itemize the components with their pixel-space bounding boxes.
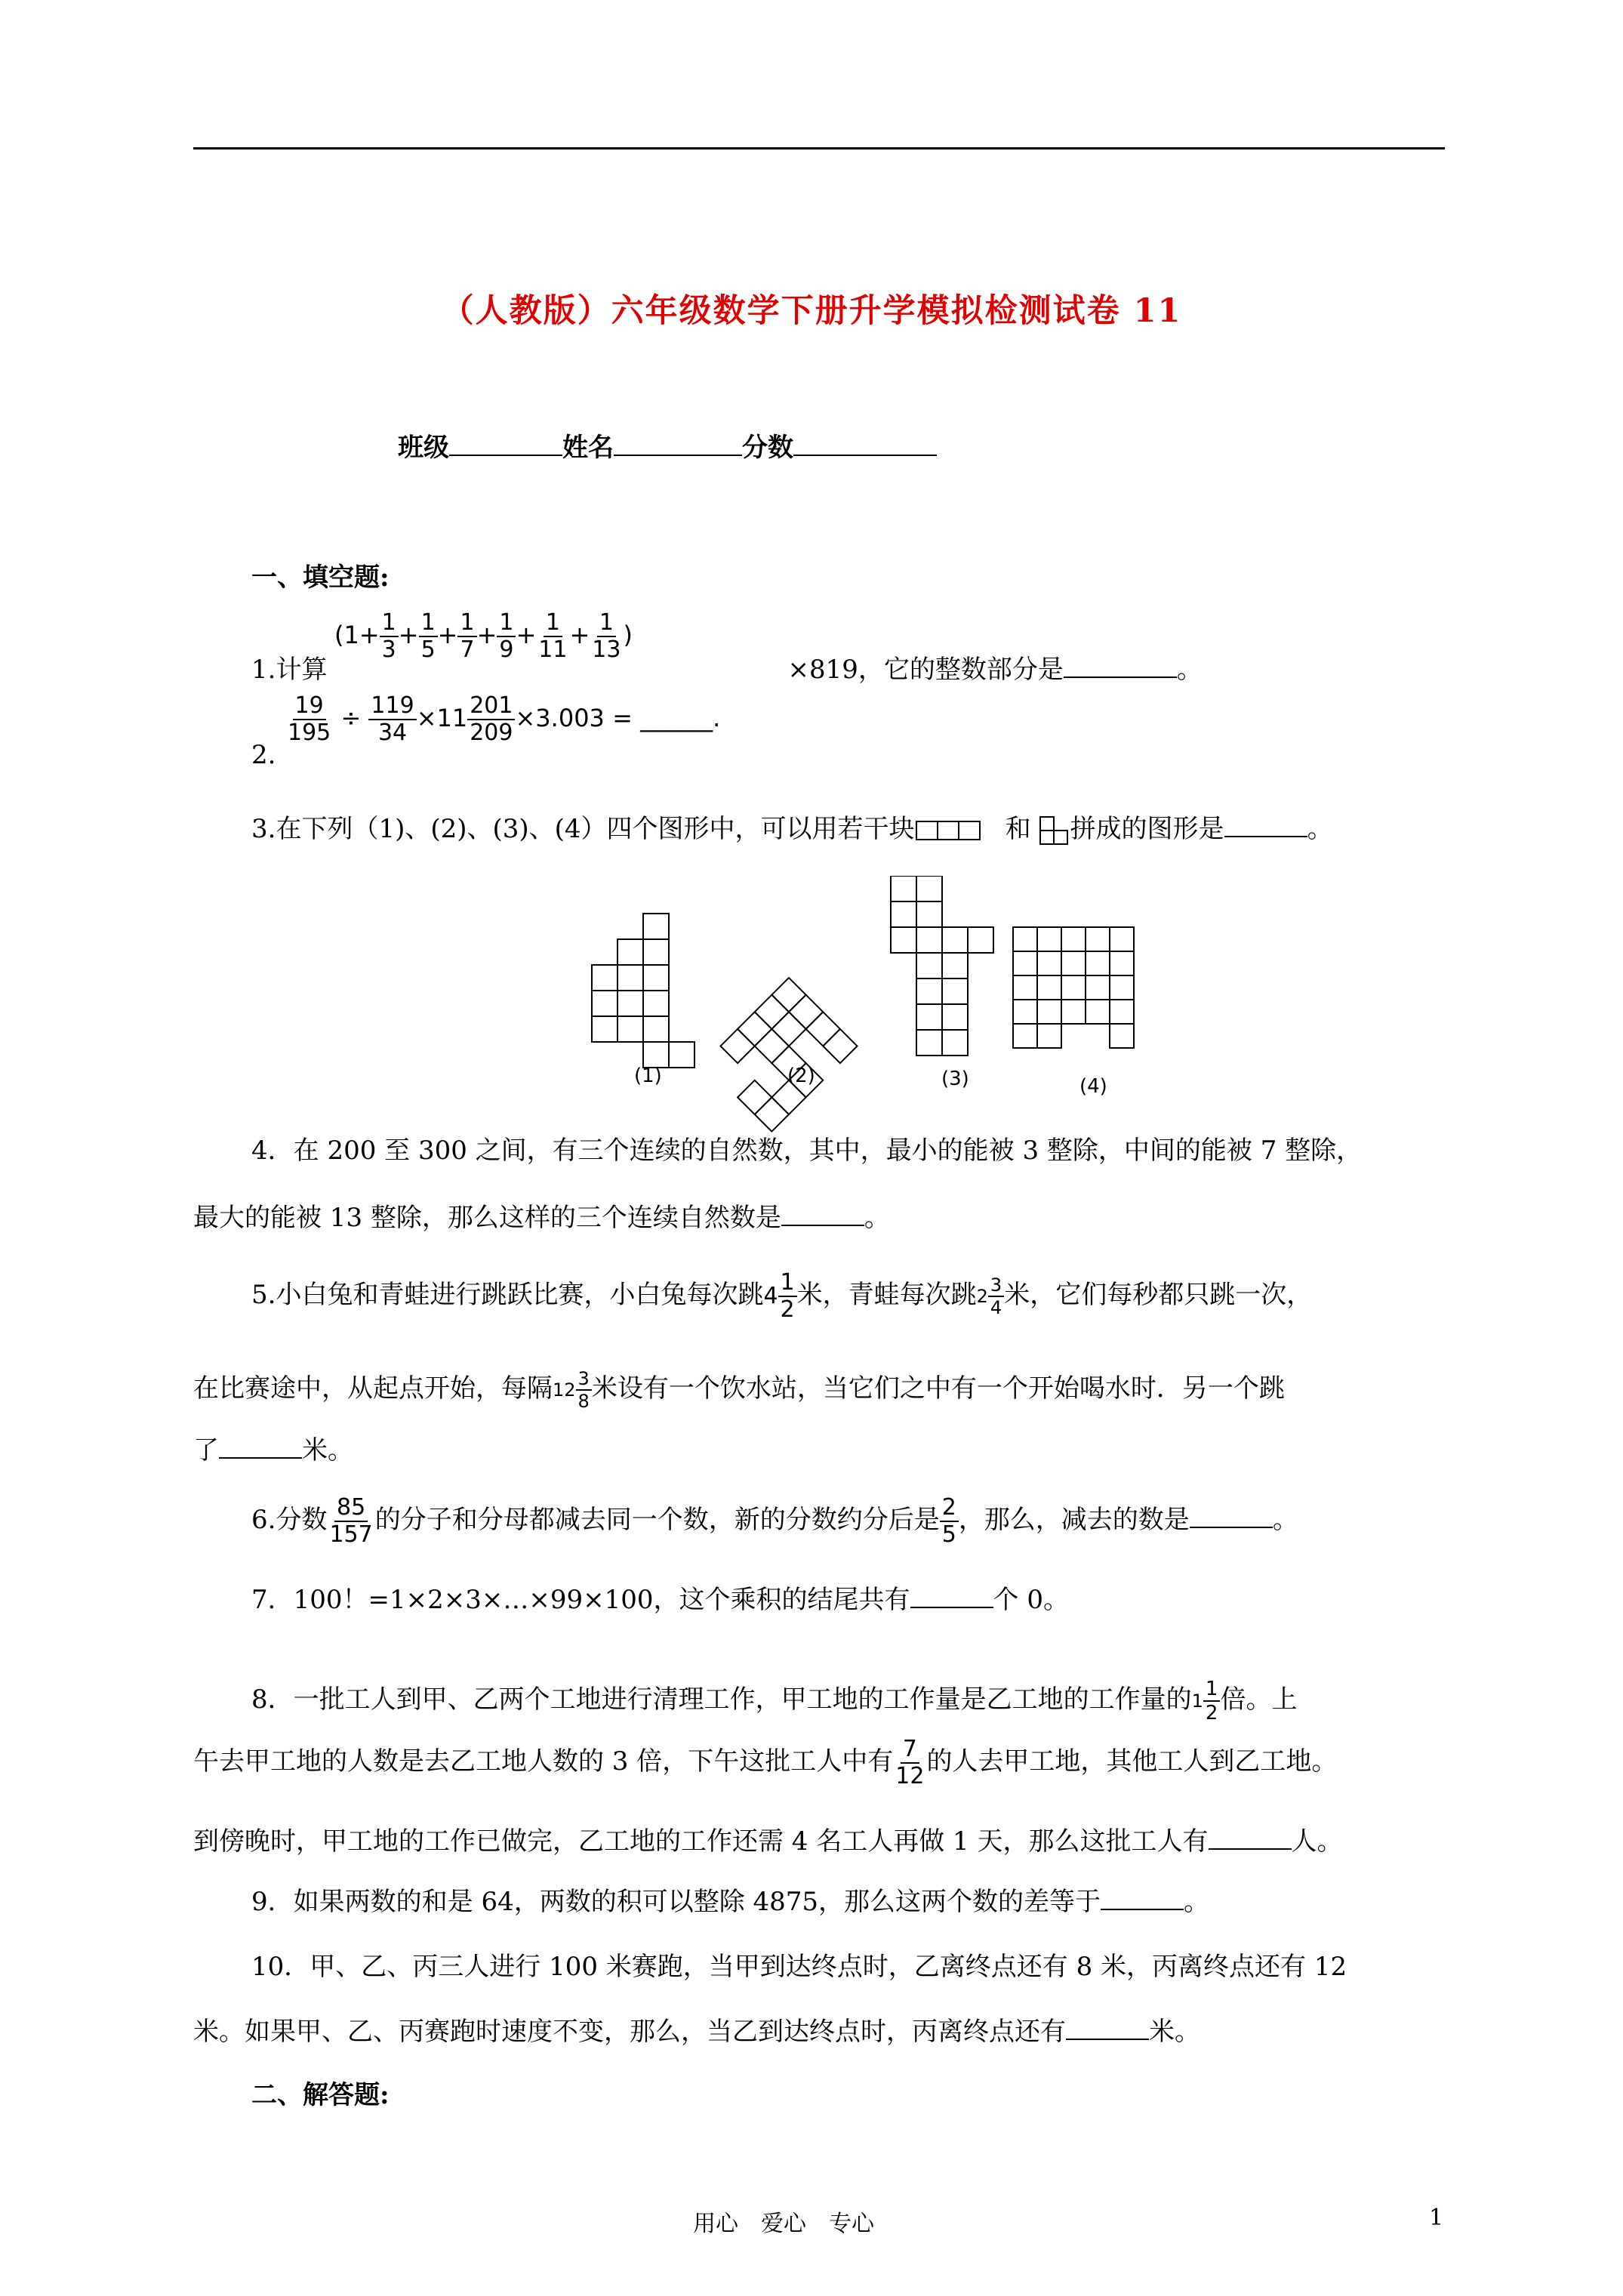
figure-label-2: (2) [787, 1065, 815, 1087]
q4-end: 。 [864, 1203, 890, 1233]
q5-text-c: 米，它们每秒都只跳一次， [1004, 1280, 1313, 1310]
q5-blank[interactable] [219, 1435, 302, 1459]
q8-mixed-frac: $\frac{1}{2}$ [1203, 1678, 1221, 1724]
question-9 [251, 1886, 1209, 1917]
q1-plus: + [398, 621, 419, 649]
q2-frac-2: $\frac{119}{34}$ [368, 693, 416, 746]
q5-mixed-3-frac: $\frac{3}{8}$ [576, 1368, 592, 1412]
figure-label-3: (3) [941, 1068, 969, 1090]
q2-times-int: ×11 [416, 704, 468, 732]
q5-mixed-1-whole: 4 [763, 1283, 778, 1309]
q5-text-f: 了 [193, 1435, 219, 1465]
q4-line2-text: 最大的能被 13 整除，那么这样的三个连续自然数是 [193, 1203, 781, 1233]
q1-frac-3: $\frac{1}{7}$ [457, 610, 476, 663]
q6-text-a: 6.分数 [251, 1505, 328, 1535]
q1-plus: + [476, 621, 497, 649]
q10-text-b: 米。 [1149, 2017, 1200, 2047]
q7-text-b: 个 0。 [993, 1585, 1069, 1615]
q6-frac-1: $\frac{85}{157}$ [329, 1494, 373, 1548]
q10-blank[interactable] [1066, 2016, 1149, 2040]
q3-blank[interactable] [1224, 813, 1307, 837]
score-label: 分数 [742, 433, 793, 463]
name-label: 姓名 [562, 433, 614, 463]
q1-frac-5: $\frac{1}{11}$ [538, 609, 568, 663]
q1-plus: + [569, 621, 590, 649]
q1-close-paren: ) [623, 621, 633, 649]
q3-figures [574, 876, 1147, 1178]
tromino-piece-icon [915, 817, 1006, 844]
q1-open-paren: (1+ [334, 621, 380, 649]
q5-text-d: 在比赛途中，从起点开始，每隔 [193, 1373, 553, 1404]
question-8-line-3 [193, 1826, 1343, 1857]
q3-text-a: 3.在下列（1)、(2)、(3)、(4）四个图形中，可以用若干块 [251, 814, 915, 844]
question-10-line-2 [193, 2016, 1200, 2047]
q6-blank[interactable] [1190, 1504, 1273, 1528]
q2-blank[interactable]: ______. [640, 704, 721, 732]
q1-blank[interactable] [1064, 654, 1177, 678]
q6-frac-2: $\frac{2}{5}$ [940, 1495, 959, 1548]
figure-label-1: (1) [634, 1065, 662, 1087]
q4-blank[interactable] [781, 1202, 864, 1226]
q10-text-a: 米。如果甲、乙、丙赛跑时速度不变，那么，当乙到达终点时，丙离终点还有 [193, 2017, 1066, 2047]
q3-text-b: 和 [1005, 814, 1031, 844]
figure-2 [704, 978, 858, 1132]
q7-blank[interactable] [910, 1584, 993, 1608]
page-title: （人教版）六年级数学下册升学模拟检测试卷 11 [441, 292, 1182, 330]
section-answer-heading: 二、解答题: [251, 2080, 390, 2110]
class-blank[interactable] [449, 432, 562, 456]
q5-text-g: 米。 [302, 1435, 353, 1465]
figure-4 [1013, 927, 1134, 1048]
question-5-line-3 [193, 1435, 353, 1465]
q5-mixed-2-whole: 2 [976, 1286, 988, 1307]
question-7 [251, 1584, 1069, 1615]
q8-text-f: 人。 [1291, 1826, 1343, 1857]
score-blank[interactable] [793, 432, 937, 456]
q2-divide: ÷ [340, 704, 362, 732]
q1-end: 。 [1176, 655, 1203, 685]
q8-frac: $\frac{7}{12}$ [895, 1736, 925, 1789]
question-3 [251, 813, 1333, 846]
l-piece-icon [1031, 815, 1070, 846]
q1-frac-1: $\frac{1}{3}$ [380, 610, 399, 663]
q3-end: 。 [1307, 814, 1333, 844]
q1-plus: + [516, 621, 537, 649]
footer-motto: 用心 爱心 专心 [693, 2211, 874, 2237]
q5-text-b: 米，青蛙每次跳 [796, 1280, 977, 1310]
info-line [398, 432, 937, 463]
name-blank[interactable] [614, 432, 742, 456]
q8-text-e: 到傍晚时，甲工地的工作已做完，乙工地的工作还需 4 名工人再做 1 天，那么这批工人有 [193, 1826, 1209, 1857]
question-4-line-1: 4．在 200 至 300 之间，有三个连续的自然数，其中，最小的能被 3 整除，中间的能被 7 整除， [251, 1136, 1363, 1166]
q2-frac-1: $\frac{19}{195}$ [288, 692, 331, 746]
q1-frac-2: $\frac{1}{5}$ [419, 610, 438, 663]
q1-suffix: ×819，它的整数部分是 [787, 655, 1064, 685]
q8-blank[interactable] [1209, 1826, 1292, 1850]
q9-text-a: 9．如果两数的和是 64，两数的积可以整除 4875，那么这两个数的差等于 [251, 1887, 1101, 1917]
figure-1 [592, 914, 694, 1068]
q6-end: 。 [1272, 1505, 1298, 1535]
figure-3 [891, 876, 993, 1056]
q2-frac-3: $\frac{201}{209}$ [467, 693, 515, 746]
q5-text-e: 米设有一个饮水站，当它们之中有一个开始喝水时．另一个跳 [591, 1373, 1285, 1404]
q5-mixed-1-frac: $\frac{1}{2}$ [778, 1270, 797, 1323]
q5-mixed-3-whole: 12 [553, 1379, 576, 1401]
header-rule [193, 147, 1445, 149]
q8-text-a: 8．一批工人到甲、乙两个工地进行清理工作，甲工地的工作量是乙工地的工作量的 [251, 1684, 1192, 1715]
q2-rest: ×3.003 = [515, 704, 633, 732]
q8-text-c: 午去甲工地的人数是去乙工地人数的 3 倍，下午这批工人中有 [193, 1746, 894, 1777]
q6-text-b: 的分子和分母都减去同一个数，新的分数约分后是 [374, 1505, 940, 1535]
question-4-line-2 [193, 1202, 890, 1233]
question-10-line-1: 10．甲、乙、丙三人进行 100 米赛跑，当甲到达终点时，乙离终点还有 8 米，丙离终点还有 12 [251, 1952, 1347, 1982]
question-8-line-2 [193, 1737, 1337, 1789]
q1-plus: + [437, 621, 458, 649]
question-5-line-1 [251, 1270, 1312, 1323]
q8-text-b: 倍。上 [1220, 1684, 1298, 1715]
q1-prefix: 1.计算 [251, 655, 328, 685]
q8-mixed-whole: 1 [1191, 1690, 1203, 1712]
q5-mixed-2-frac: $\frac{3}{4}$ [988, 1274, 1004, 1318]
question-5-line-2 [193, 1368, 1285, 1412]
q6-text-c: ，那么，减去的数是 [958, 1505, 1190, 1535]
section-fill-heading: 一、填空题: [251, 562, 390, 593]
q8-text-d: 的人去甲工地，其他工人到乙工地。 [926, 1746, 1338, 1777]
question-6 [251, 1495, 1298, 1548]
q9-end: 。 [1184, 1887, 1210, 1917]
page-number: 1 [1429, 2205, 1444, 2231]
class-label: 班级 [398, 433, 449, 463]
q1-frac-4: $\frac{1}{9}$ [497, 610, 516, 663]
figure-label-4: (4) [1079, 1075, 1107, 1098]
q2-number: 2. [251, 740, 276, 770]
q1-frac-6: $\frac{1}{13}$ [592, 609, 621, 663]
question-8-line-1 [251, 1678, 1297, 1724]
q7-text-a: 7．100！=1×2×3×…×99×100，这个乘积的结尾共有 [251, 1585, 910, 1615]
q9-blank[interactable] [1101, 1886, 1184, 1910]
q3-text-c: 拼成的图形是 [1070, 814, 1224, 844]
q5-text-a: 5.小白兔和青蛙进行跳跃比赛，小白兔每次跳 [251, 1280, 764, 1310]
